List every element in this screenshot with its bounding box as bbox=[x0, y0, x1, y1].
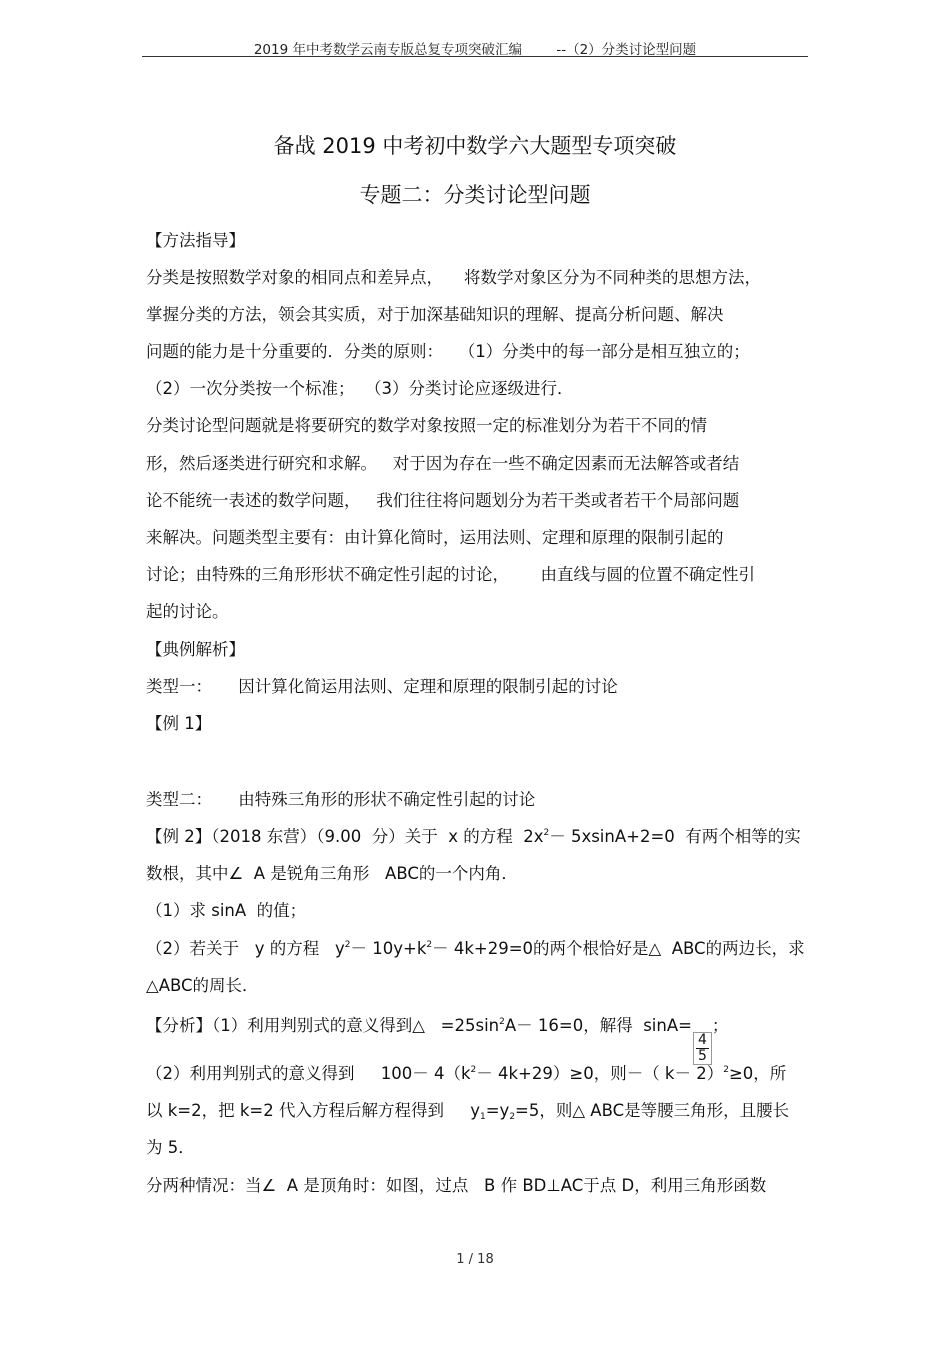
paragraph-line: 分类讨论型问题就是将要研究的数学对象按照一定的标准划分为若干不同的情 bbox=[146, 416, 707, 435]
example-1-label: 【例 1】 bbox=[146, 714, 212, 733]
subscript: 1 bbox=[479, 1112, 486, 1122]
analysis-2-cont: 为 5． bbox=[146, 1138, 195, 1157]
text-run: A－ 16=0，解得 sinA= bbox=[504, 1016, 692, 1035]
superscript: 2 bbox=[499, 1017, 505, 1027]
paragraph-line: 起的讨论。 bbox=[146, 602, 229, 621]
document-title: 备战 2019 中考初中数学六大题型专项突破 bbox=[273, 134, 677, 158]
question-2-cont: △ABC的周长． bbox=[146, 976, 259, 995]
paragraph-line: 来解决。问题类型主要有：由计算化简时，运用法则、定理和原理的限制引起的 bbox=[146, 528, 724, 547]
header-rule bbox=[142, 56, 808, 57]
question-1: （1）求 sinA 的值； bbox=[146, 901, 307, 920]
text-run: =5，则△ ABC是等腰三角形，且腰长 bbox=[515, 1101, 790, 1120]
text-run: － 4k+29=0的两个根恰好是△ ABC的两边长，求 bbox=[432, 939, 805, 958]
superscript: 2 bbox=[344, 940, 351, 950]
paragraph-line: 问题的能力是十分重要的．分类的原则： （1）分类中的每一部分是相互独立的； bbox=[146, 342, 750, 361]
text-run: =y bbox=[485, 1101, 510, 1120]
superscript: 2 bbox=[543, 828, 550, 838]
text-run: － 4k+29）≥0，则－（ k－ 2） bbox=[476, 1064, 724, 1083]
example-2-line: 数根，其中∠ A 是锐角三角形 ABC的一个内角． bbox=[146, 864, 518, 883]
fraction-numerator: 4 bbox=[697, 1032, 707, 1048]
type-two-heading: 类型二： 由特殊三角形的形状不确定性引起的讨论 bbox=[146, 790, 536, 809]
paragraph-line: 掌握分类的方法，领会其实质，对于加深基础知识的理解、提高分析问题、解决 bbox=[146, 305, 724, 324]
analysis-cases: 分两种情况：当∠ A 是顶角时：如图，过点 B 作 BD⊥AC于点 D，利用三角形函数 bbox=[146, 1176, 767, 1195]
section-heading-examples: 【典例解析】 bbox=[146, 640, 245, 659]
text-run: 【例 2】（2018 东营）（9.00 分）关于 x 的方程 2x bbox=[146, 827, 544, 846]
question-2 bbox=[146, 935, 805, 959]
superscript: 2 bbox=[470, 1065, 477, 1075]
fraction-denominator: 5 bbox=[697, 1048, 707, 1064]
page-header: 2019 年中考数学云南专版总复专项突破汇编 --（2）分类讨论型问题 bbox=[253, 42, 697, 58]
example-2-line bbox=[146, 823, 801, 847]
text-run: （2）若关于 y 的方程 y bbox=[146, 939, 345, 958]
paragraph-line: 讨论；由特殊的三角形形状不确定性引起的讨论， 由直线与圆的位置不确定性引 bbox=[146, 565, 755, 584]
analysis-1 bbox=[146, 1012, 728, 1065]
paragraph-line: 分类是按照数学对象的相同点和差异点， 将数学对象区分为不同种类的思想方法， bbox=[146, 268, 761, 287]
text-run: － 5xsinA+2=0 有两个相等的实 bbox=[549, 827, 801, 846]
superscript: 2 bbox=[723, 1065, 729, 1075]
text-run: 【分析】（1）利用判别式的意义得到△ =25sin bbox=[146, 1016, 500, 1035]
paragraph-line: （2）一次分类按一个标准； （3）分类讨论应逐级进行． bbox=[146, 379, 574, 398]
text-run: ≥0，所 bbox=[728, 1064, 787, 1083]
analysis-2-cont bbox=[146, 1097, 789, 1121]
text-run: ； bbox=[711, 1016, 729, 1035]
text-run: － 10y+k bbox=[350, 939, 427, 958]
type-one-heading: 类型一： 因计算化简运用法则、定理和原理的限制引起的讨论 bbox=[146, 677, 618, 696]
page-number: 1 / 18 bbox=[456, 1252, 494, 1267]
paragraph-line: 论不能统一表述的数学问题， 我们往往将问题划分为若干类或者若干个局部问题 bbox=[146, 491, 740, 510]
section-heading-method: 【方法指导】 bbox=[146, 231, 245, 250]
paragraph-line: 形，然后逐类进行研究和求解。 对于因为存在一些不确定因素而无法解答或者结 bbox=[146, 454, 740, 473]
text-run: 以 k=2，把 k=2 代入方程后解方程得到 y bbox=[146, 1101, 480, 1120]
analysis-2 bbox=[146, 1060, 786, 1084]
superscript: 2 bbox=[426, 940, 433, 950]
subscript: 2 bbox=[509, 1112, 516, 1122]
document-subtitle: 专题二：分类讨论型问题 bbox=[359, 183, 591, 207]
text-run: （2）利用判别式的意义得到 100－ 4（k bbox=[146, 1064, 471, 1083]
